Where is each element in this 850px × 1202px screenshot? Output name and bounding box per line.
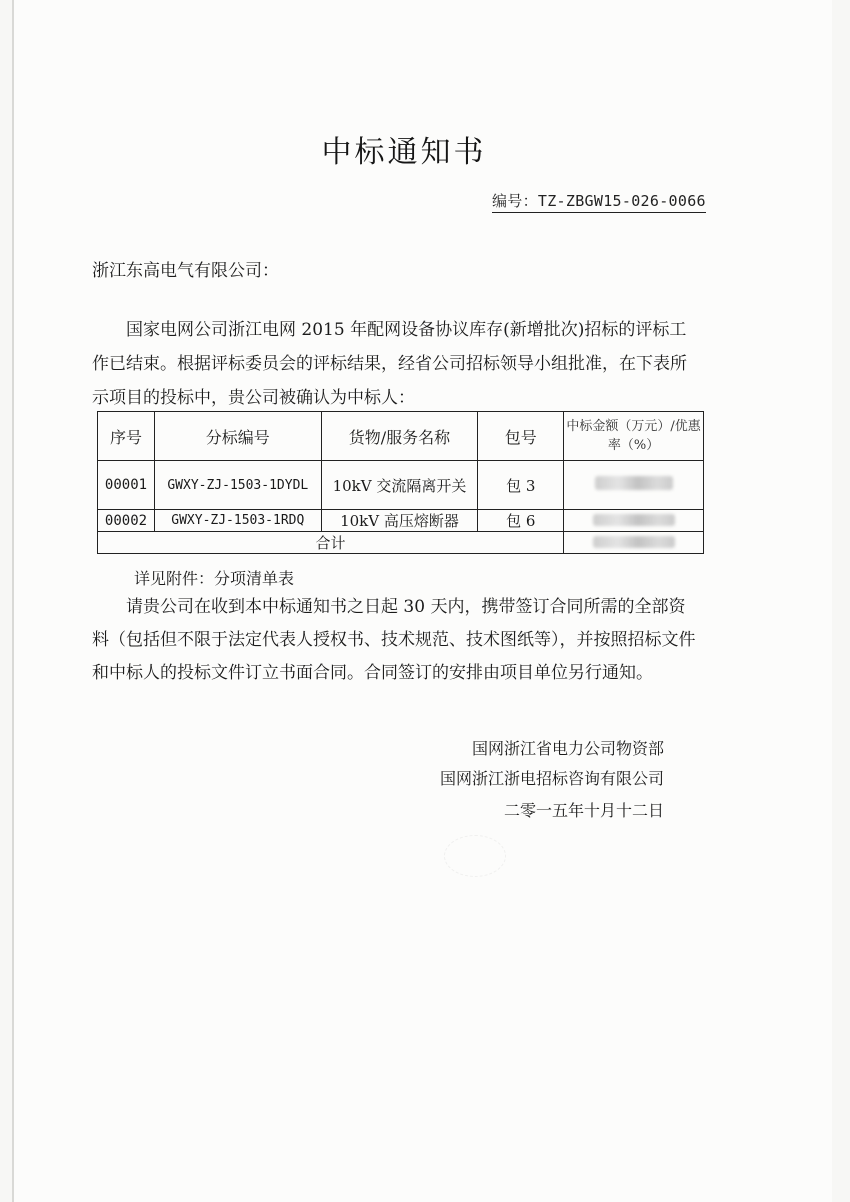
cell-package: 包 6 [478,510,564,532]
award-table [97,411,704,554]
signature-org-materials: 国网浙江省电力公司物资部 [471,739,664,758]
document-page [12,0,832,1202]
table-row [98,510,704,532]
table-row [98,461,704,510]
cell-amount-redacted [564,510,704,532]
document-number: 编号：TZ-ZBGW15-026-0066 [492,190,706,213]
cell-package: 包 3 [478,461,564,510]
cell-total-redacted [564,532,704,554]
document-title: 中标通知书 [321,135,487,170]
signature-org-tendering: 国网浙江浙电招标咨询有限公司 [439,769,664,788]
header-name: 货物/服务名称 [321,412,478,461]
cell-seq: 00001 [98,461,155,510]
header-package: 包号 [478,412,564,461]
faint-stamp-mark [444,835,506,877]
header-amount: 中标金额（万元）/优惠率（%） [564,412,704,461]
cell-name: 10kV 交流隔离开关 [321,461,478,510]
cell-seq: 00002 [98,510,155,532]
redacted-amount [593,514,675,526]
instruction-paragraph: 请贵公司在收到本中标通知书之日起 30 天内，携带签订合同所需的全部资料（包括但不限于法定代表人授权书、技术规范、技术图纸等），并按照招标文件和中标人的投标文件订立书面合同。合同签订的安排由项目单位另行通知。 [92,597,696,683]
cell-code: GWXY-ZJ-1503-1DYDL [154,461,321,510]
attachment-note: 详见附件：分项清单表 [134,569,295,588]
cell-name: 10kV 高压熔断器 [321,510,478,532]
header-seq: 序号 [98,412,155,461]
total-label: 合计 [98,532,564,554]
redacted-total [593,536,675,548]
cell-code: GWXY-ZJ-1503-1RDQ [154,510,321,532]
header-code: 分标编号 [154,412,321,461]
redacted-amount [595,476,673,490]
intro-paragraph: 国家电网公司浙江电网 2015 年配网设备协议库存(新增批次)招标的评标工作已结束。根据评标委员会的评标结果，经省公司招标领导小组批准，在下表所示项目的投标中，贵公司被确认为中标人： [92,320,687,408]
addressee: 浙江东高电气有限公司： [92,261,279,281]
table-header-row [98,412,704,461]
table-total-row [98,532,704,554]
signature-date: 二零一五年十月十二日 [503,801,664,820]
cell-amount-redacted [564,461,704,510]
